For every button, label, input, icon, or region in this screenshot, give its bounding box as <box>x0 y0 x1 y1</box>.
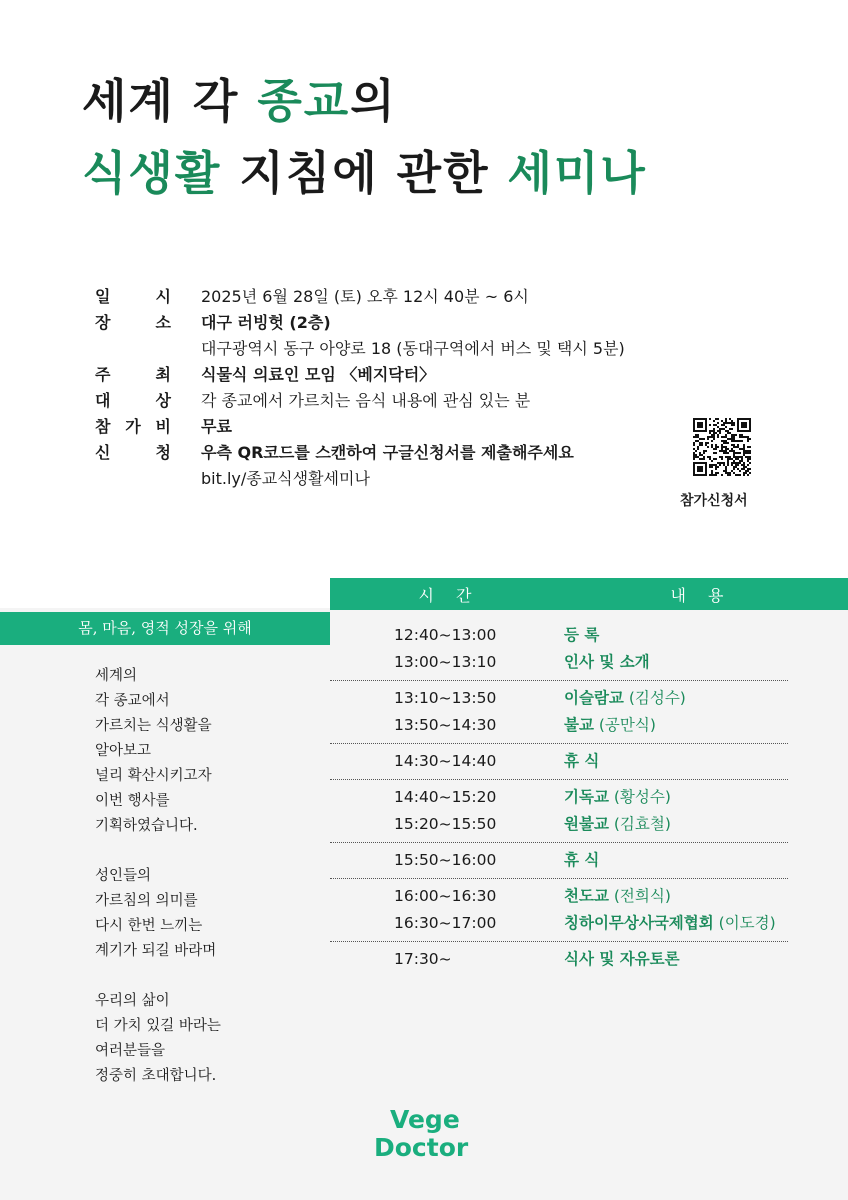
info-label-place <box>95 310 201 336</box>
schedule-item-speaker: (황성수) <box>608 788 671 806</box>
title-line-2 <box>82 142 802 204</box>
side-banner: 몸, 마음, 영적 성장을 위해 <box>0 612 330 645</box>
schedule-row <box>330 946 788 973</box>
schedule-table <box>330 618 788 977</box>
schedule-row <box>330 847 788 874</box>
schedule-item-name: 휴 식 <box>564 752 600 770</box>
message-paragraph <box>95 664 315 839</box>
schedule-time: 13:00~13:10 <box>394 653 497 671</box>
info-apply-link[interactable]: bit.ly/종교식생활세미나 <box>201 469 370 488</box>
schedule-item-speaker: (전희식) <box>608 887 671 905</box>
info-label-target <box>95 388 201 414</box>
schedule-row <box>330 685 788 712</box>
message-paragraph <box>95 864 315 964</box>
info-value-place: 대구 러빙헛 (2층) <box>201 313 331 332</box>
message-line: 가르치는 식생활을 <box>95 718 212 734</box>
schedule-item <box>564 622 788 649</box>
info-label-char: 가 <box>125 417 141 436</box>
schedule-item <box>564 712 788 739</box>
schedule-item-speaker: (공만식) <box>593 716 656 734</box>
schedule-item <box>564 748 788 775</box>
title-accent-text: 종교 <box>257 74 351 128</box>
title-accent-text: 세미나 <box>507 146 647 200</box>
schedule-group <box>330 879 788 942</box>
schedule-group <box>330 780 788 843</box>
title-accent-text: 식생활 <box>82 146 222 200</box>
schedule-item <box>564 946 788 973</box>
message-line: 우리의 삶이 <box>95 993 170 1009</box>
schedule-row <box>330 712 788 739</box>
info-value-fee: 무료 <box>201 417 232 436</box>
message-line: 다시 한번 느끼는 <box>95 918 203 934</box>
poster-title <box>82 70 802 204</box>
schedule-item-speaker: (김성수) <box>623 689 686 707</box>
schedule-item <box>564 910 788 937</box>
info-value-host: 식물식 의료인 모임 〈베지닥터〉 <box>201 365 436 384</box>
schedule-item-name: 불교 <box>564 716 594 734</box>
logo-line-1: Vege <box>390 1105 460 1134</box>
message-line: 기획하였습니다. <box>95 818 198 834</box>
message-line: 가르침의 의미를 <box>95 893 198 909</box>
schedule-item-name: 기독교 <box>564 788 609 806</box>
schedule-time: 17:30~ <box>394 950 452 968</box>
message-line: 이번 행사를 <box>95 793 170 809</box>
info-label-char: 참 <box>95 417 111 436</box>
schedule-item <box>564 784 788 811</box>
schedule-item-name: 휴 식 <box>564 851 600 869</box>
schedule-group <box>330 843 788 879</box>
schedule-header-time: 시간 <box>418 585 494 605</box>
title-line-1 <box>82 70 802 132</box>
info-label-char: 최 <box>155 365 171 384</box>
title-text: 세계 각 <box>82 74 258 128</box>
schedule-row <box>330 883 788 910</box>
schedule-group <box>330 618 788 681</box>
info-label-char: 비 <box>155 417 171 436</box>
schedule-item <box>564 883 788 910</box>
qr-label: 참가신청서 <box>680 493 748 509</box>
info-label-char: 청 <box>155 443 171 462</box>
schedule-item-name: 등 록 <box>564 626 600 644</box>
schedule-item-name: 원불교 <box>564 815 609 833</box>
info-value-target: 각 종교에서 가르치는 음식 내용에 관심 있는 분 <box>201 391 531 410</box>
schedule-row <box>330 811 788 838</box>
schedule-time: 16:30~17:00 <box>394 914 497 932</box>
info-place <box>95 310 695 336</box>
schedule-group <box>330 942 788 977</box>
vegedoctor-logo <box>374 1106 504 1162</box>
info-label-char: 대 <box>95 391 111 410</box>
info-label-char: 소 <box>155 313 171 332</box>
event-info <box>95 284 695 492</box>
schedule-row <box>330 784 788 811</box>
schedule-item-name: 인사 및 소개 <box>564 653 650 671</box>
info-label-char: 상 <box>155 391 171 410</box>
title-text: 의 <box>350 74 397 128</box>
schedule-item-speaker: (이도경) <box>713 914 776 932</box>
schedule-item <box>564 649 788 676</box>
info-target <box>95 388 695 414</box>
schedule-time: 15:50~16:00 <box>394 851 497 869</box>
info-place-address: 대구광역시 동구 아양로 18 (동대구역에서 버스 및 택시 5분) <box>201 339 625 358</box>
schedule-group <box>330 744 788 780</box>
info-fee <box>95 414 695 440</box>
schedule-time: 16:00~16:30 <box>394 887 497 905</box>
info-apply <box>95 440 695 466</box>
message-line: 각 종교에서 <box>95 693 170 709</box>
schedule-item-name: 칭하이무상사국제협회 <box>564 914 714 932</box>
schedule-group <box>330 681 788 744</box>
schedule-header <box>330 578 848 610</box>
schedule-row <box>330 649 788 676</box>
schedule-item-name: 이슬람교 <box>564 689 624 707</box>
message-line: 여러분들을 <box>95 1043 166 1059</box>
message-line: 계기가 되길 바라며 <box>95 943 217 959</box>
info-label-char: 시 <box>155 287 171 306</box>
info-label-char: 주 <box>95 365 111 384</box>
title-text: 지침에 관한 <box>221 146 508 200</box>
info-date <box>95 284 695 310</box>
message-line: 정중히 초대합니다. <box>95 1068 217 1084</box>
message-line: 성인들의 <box>95 868 152 884</box>
message-line: 널리 확산시키고자 <box>95 768 212 784</box>
info-value-apply: 우측 QR코드를 스캔하여 구글신청서를 제출해주세요 <box>201 443 574 462</box>
schedule-time: 14:40~15:20 <box>394 788 497 806</box>
schedule-time: 13:50~14:30 <box>394 716 497 734</box>
schedule-item-name: 천도교 <box>564 887 609 905</box>
schedule-time: 15:20~15:50 <box>394 815 497 833</box>
schedule-time: 12:40~13:00 <box>394 626 497 644</box>
schedule-item <box>564 811 788 838</box>
info-value-date: 2025년 6월 28일 (토) 오후 12시 40분 ~ 6시 <box>201 287 529 306</box>
info-label-fee <box>95 414 201 440</box>
invitation-message <box>95 664 315 1089</box>
message-line: 더 가치 있길 바라는 <box>95 1018 221 1034</box>
info-label-host <box>95 362 201 388</box>
schedule-time: 14:30~14:40 <box>394 752 497 770</box>
info-host <box>95 362 695 388</box>
schedule-item <box>564 847 788 874</box>
schedule-row <box>330 748 788 775</box>
info-label-char: 신 <box>95 443 111 462</box>
schedule-header-content: 내용 <box>670 585 746 605</box>
logo-line-2: Doctor <box>374 1133 469 1162</box>
info-label-char: 일 <box>95 287 111 306</box>
schedule-item-speaker: (김효철) <box>608 815 671 833</box>
qr-code-icon[interactable] <box>693 418 751 476</box>
info-label-date <box>95 284 201 310</box>
schedule-time: 13:10~13:50 <box>394 689 497 707</box>
message-paragraph <box>95 989 315 1089</box>
schedule-row <box>330 910 788 937</box>
message-line: 알아보고 <box>95 743 152 759</box>
info-label-char: 장 <box>95 313 111 332</box>
schedule-row <box>330 622 788 649</box>
schedule-item-name: 식사 및 자유토론 <box>564 950 680 968</box>
schedule-item <box>564 685 788 712</box>
info-label-apply <box>95 440 201 466</box>
message-line: 세계의 <box>95 668 138 684</box>
